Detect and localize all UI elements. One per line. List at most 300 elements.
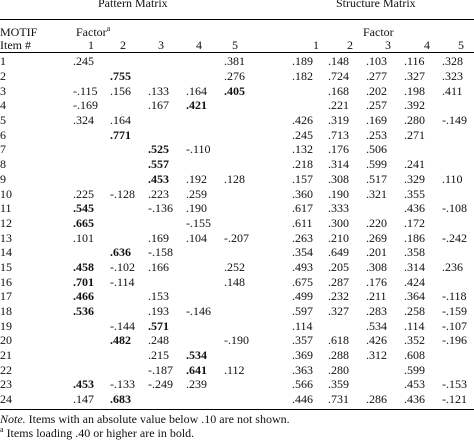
structure-loading: .713 xyxy=(328,127,349,142)
structure-loading: .280 xyxy=(404,113,425,128)
structure-loading: .286 xyxy=(366,392,387,407)
structure-loading: .618 xyxy=(328,333,349,348)
pattern-loading xyxy=(186,127,224,142)
item-number: 18 xyxy=(0,304,12,319)
structure-loading: .236 xyxy=(442,259,463,274)
structure-loading xyxy=(442,216,474,231)
structure-loading: .172 xyxy=(404,215,425,230)
structure-loading: .608 xyxy=(404,348,425,363)
pattern-loading: .153 xyxy=(148,289,169,304)
pattern-loading: .225 xyxy=(73,186,94,201)
structure-loading: .253 xyxy=(366,127,387,142)
table-rule-bottom xyxy=(0,409,474,410)
pattern-loading xyxy=(224,113,292,128)
pattern-loading: .276 xyxy=(224,69,245,84)
pattern-loading: .248 xyxy=(148,333,169,348)
pattern-loading xyxy=(110,201,148,216)
structure-loading xyxy=(442,362,474,377)
structure-col-1: 1 xyxy=(313,38,319,52)
pattern-loading: -.110 xyxy=(186,142,211,157)
item-number: 1 xyxy=(0,54,6,69)
pattern-loading xyxy=(186,260,224,275)
structure-loading: .190 xyxy=(328,186,349,201)
structure-col-4: 4 xyxy=(424,38,430,52)
pattern-loading xyxy=(224,245,292,260)
header-rule-top xyxy=(0,19,474,20)
pattern-loading xyxy=(110,348,148,363)
structure-loading: -.107 xyxy=(442,318,467,333)
structure-loading: -.121 xyxy=(442,392,467,407)
table-row xyxy=(0,186,474,201)
table-row xyxy=(0,142,474,157)
item-number: 16 xyxy=(0,274,12,289)
pattern-loading: .239 xyxy=(186,377,207,392)
structure-loading: .724 xyxy=(328,69,349,84)
pattern-loading: .324 xyxy=(73,113,94,128)
item-number: 21 xyxy=(0,348,12,363)
pattern-loading xyxy=(148,113,186,128)
table-row xyxy=(0,362,474,377)
pattern-loading xyxy=(186,318,224,333)
table-row xyxy=(0,245,474,260)
pattern-loading xyxy=(224,98,292,113)
structure-loading xyxy=(366,377,404,392)
pattern-loading xyxy=(73,127,110,142)
structure-loading xyxy=(404,142,442,157)
item-number: 19 xyxy=(0,318,12,333)
pattern-loading xyxy=(186,245,224,260)
pattern-loading: .701 xyxy=(73,274,94,289)
pattern-loading: .536 xyxy=(73,304,94,319)
pattern-loading xyxy=(148,127,186,142)
structure-loading: .597 xyxy=(292,304,313,319)
item-number: 22 xyxy=(0,362,12,377)
pattern-loading: .193 xyxy=(148,304,169,319)
structure-loading: .245 xyxy=(292,127,313,142)
item-number: 5 xyxy=(0,113,6,128)
pattern-loading: .636 xyxy=(110,245,131,260)
structure-loading: .132 xyxy=(292,142,313,157)
structure-loading xyxy=(328,318,366,333)
table-row xyxy=(0,113,474,128)
structure-loading: .308 xyxy=(328,171,349,186)
table-row xyxy=(0,157,474,172)
item-number: 24 xyxy=(0,392,12,407)
table-row xyxy=(0,216,474,231)
item-number: 2 xyxy=(0,69,6,84)
structure-loading: .599 xyxy=(404,362,425,377)
pattern-loading xyxy=(224,318,292,333)
item-number: 23 xyxy=(0,377,12,392)
pattern-loading xyxy=(224,157,292,172)
structure-loading: .205 xyxy=(328,259,349,274)
structure-loading: .300 xyxy=(328,215,349,230)
structure-loading: .287 xyxy=(328,274,349,289)
structure-loading xyxy=(366,201,404,216)
structure-loading: .611 xyxy=(292,215,313,230)
pattern-loading xyxy=(148,69,186,84)
structure-loading: .258 xyxy=(404,304,425,319)
table-footnote xyxy=(0,426,194,441)
pattern-loading: -.133 xyxy=(110,377,135,392)
structure-loading: .189 xyxy=(292,54,313,69)
structure-loading xyxy=(292,83,328,98)
table-note xyxy=(0,412,290,427)
pattern-loading: -.169 xyxy=(73,98,98,113)
structure-loading xyxy=(442,98,474,113)
factor-label-structure: Factor xyxy=(363,25,394,39)
structure-loading: .241 xyxy=(404,157,425,172)
structure-loading: .319 xyxy=(328,113,349,128)
table-row xyxy=(0,201,474,216)
pattern-loading: -.249 xyxy=(148,377,173,392)
pattern-loading xyxy=(148,54,186,69)
loadings-table xyxy=(0,54,474,407)
table-row xyxy=(0,377,474,392)
motif-label: MOTIF xyxy=(0,25,38,39)
pattern-loading xyxy=(73,157,110,172)
table-row xyxy=(0,348,474,363)
note-label: Note. xyxy=(0,412,26,426)
loadings-table-body xyxy=(0,54,474,407)
structure-loading: .731 xyxy=(328,392,349,407)
pattern-loading: .381 xyxy=(224,54,245,69)
pattern-loading: .133 xyxy=(148,83,169,98)
pattern-loading: .156 xyxy=(110,83,131,98)
pattern-loading xyxy=(186,392,224,407)
structure-loading: .426 xyxy=(292,113,313,128)
structure-loading xyxy=(442,142,474,157)
structure-loading: .426 xyxy=(366,333,387,348)
structure-loading: .357 xyxy=(292,333,313,348)
pattern-loading: .164 xyxy=(110,113,131,128)
pattern-loading: -.207 xyxy=(224,230,249,245)
note-text: Items with an absolute value below .10 are not shown. xyxy=(25,412,290,426)
structure-loading: .411 xyxy=(442,83,463,98)
table-row xyxy=(0,333,474,348)
structure-loading: .271 xyxy=(404,127,425,142)
structure-loading: .352 xyxy=(404,333,425,348)
structure-loading: .392 xyxy=(404,98,425,113)
structure-loading: .169 xyxy=(366,113,387,128)
pattern-loading xyxy=(186,333,224,348)
pattern-loading xyxy=(110,98,148,113)
table-row xyxy=(0,172,474,187)
pattern-loading: .545 xyxy=(73,201,94,216)
structure-loading: .363 xyxy=(292,362,313,377)
structure-loading: .329 xyxy=(404,171,425,186)
structure-loading: .649 xyxy=(328,245,349,260)
table-row xyxy=(0,260,474,275)
table-row xyxy=(0,54,474,69)
structure-matrix-title: Structure Matrix xyxy=(336,0,416,10)
pattern-loading xyxy=(186,113,224,128)
item-number: 20 xyxy=(0,333,12,348)
structure-loading: .359 xyxy=(328,377,349,392)
factor-label-pattern-text: Factor xyxy=(76,25,107,39)
pattern-loading: .534 xyxy=(186,348,207,363)
structure-loading: -.108 xyxy=(442,201,467,216)
item-number: 12 xyxy=(0,215,12,230)
structure-loading xyxy=(442,186,474,201)
structure-loading xyxy=(442,245,474,260)
table-row xyxy=(0,289,474,304)
pattern-loading xyxy=(224,392,292,407)
structure-loading: .436 xyxy=(404,392,425,407)
structure-loading: .358 xyxy=(404,245,425,260)
structure-col-3: 3 xyxy=(385,38,391,52)
structure-loading: .232 xyxy=(328,289,349,304)
table-row xyxy=(0,127,474,142)
structure-loading: .168 xyxy=(328,83,349,98)
item-number: 14 xyxy=(0,245,12,260)
pattern-loading: .215 xyxy=(148,348,169,363)
pattern-loading xyxy=(224,201,292,216)
pattern-col-5: 5 xyxy=(232,38,238,52)
pattern-loading xyxy=(148,274,186,289)
pattern-loading: -.144 xyxy=(110,318,135,333)
table-row xyxy=(0,83,474,98)
structure-loading: .328 xyxy=(442,54,463,69)
structure-loading: .354 xyxy=(292,245,313,260)
structure-loading: .323 xyxy=(442,69,463,84)
pattern-loading xyxy=(73,142,110,157)
structure-loading: -.153 xyxy=(442,377,467,392)
structure-loading: .257 xyxy=(366,98,387,113)
structure-loading xyxy=(442,348,474,363)
structure-loading: .599 xyxy=(366,157,387,172)
table-row xyxy=(0,274,474,289)
structure-loading: .114 xyxy=(404,318,425,333)
item-number: 3 xyxy=(0,83,6,98)
structure-loading: .369 xyxy=(292,348,313,363)
structure-loading: .312 xyxy=(366,348,387,363)
pattern-loading: .683 xyxy=(110,392,131,407)
pattern-loading xyxy=(224,127,292,142)
item-number: 8 xyxy=(0,157,6,172)
pattern-loading: .755 xyxy=(110,69,131,84)
structure-loading: -.159 xyxy=(442,304,467,319)
structure-loading: .534 xyxy=(366,318,387,333)
structure-loading: .355 xyxy=(404,186,425,201)
structure-loading: .327 xyxy=(404,69,425,84)
pattern-loading: .771 xyxy=(110,127,131,142)
pattern-matrix-title: Pattern Matrix xyxy=(98,0,168,10)
item-number: 17 xyxy=(0,289,12,304)
structure-col-5: 5 xyxy=(458,38,464,52)
item-number: 13 xyxy=(0,230,12,245)
pattern-loading xyxy=(110,304,148,319)
structure-loading xyxy=(442,127,474,142)
structure-loading: .176 xyxy=(328,142,349,157)
pattern-loading: -.114 xyxy=(110,274,135,289)
structure-loading xyxy=(442,157,474,172)
structure-loading: .314 xyxy=(404,259,425,274)
structure-loading: .436 xyxy=(404,201,425,216)
item-number: 9 xyxy=(0,171,6,186)
structure-loading: .263 xyxy=(292,230,313,245)
pattern-loading: .147 xyxy=(73,392,94,407)
pattern-loading: .169 xyxy=(148,230,169,245)
pattern-loading: .112 xyxy=(224,362,245,377)
pattern-loading: .128 xyxy=(224,171,245,186)
pattern-loading: -.102 xyxy=(110,259,135,274)
pattern-loading: .190 xyxy=(186,201,207,216)
pattern-loading: -.187 xyxy=(148,362,173,377)
pattern-loading: .104 xyxy=(186,230,207,245)
pattern-loading xyxy=(110,142,148,157)
pattern-loading xyxy=(224,289,292,304)
pattern-loading: .571 xyxy=(148,318,169,333)
structure-loading: .220 xyxy=(366,215,387,230)
structure-loading: -.118 xyxy=(442,289,467,304)
structure-loading xyxy=(292,98,328,113)
pattern-loading: .167 xyxy=(148,98,169,113)
pattern-loading xyxy=(186,69,224,84)
pattern-loading xyxy=(110,157,148,172)
structure-loading: .221 xyxy=(328,98,349,113)
structure-loading: .499 xyxy=(292,289,313,304)
pattern-loading xyxy=(224,142,292,157)
structure-loading: .360 xyxy=(292,186,313,201)
structure-loading: -.149 xyxy=(442,113,467,128)
structure-loading: .110 xyxy=(442,171,463,186)
pattern-loading xyxy=(73,69,110,84)
structure-loading: .327 xyxy=(328,304,349,319)
pattern-loading: .421 xyxy=(186,98,207,113)
pattern-loading xyxy=(186,157,224,172)
structure-loading: .211 xyxy=(366,289,387,304)
item-number: 10 xyxy=(0,186,12,201)
structure-loading: .308 xyxy=(366,259,387,274)
pattern-loading xyxy=(73,333,110,348)
pattern-loading: .259 xyxy=(186,186,207,201)
table-row xyxy=(0,304,474,319)
pattern-loading xyxy=(73,348,110,363)
pattern-loading: .166 xyxy=(148,259,169,274)
pattern-loading xyxy=(110,54,148,69)
item-number-label: Item # xyxy=(0,38,31,52)
pattern-loading: -.146 xyxy=(186,304,211,319)
structure-loading xyxy=(442,274,474,289)
pattern-loading: -.190 xyxy=(224,333,249,348)
structure-loading: .114 xyxy=(292,318,313,333)
pattern-loading xyxy=(73,172,110,187)
pattern-loading: .101 xyxy=(73,230,94,245)
pattern-loading: .641 xyxy=(186,362,207,377)
structure-loading: .424 xyxy=(404,274,425,289)
structure-loading: .321 xyxy=(366,186,387,201)
pattern-loading: .482 xyxy=(110,333,131,348)
pattern-loading xyxy=(186,274,224,289)
pattern-loading: .252 xyxy=(224,259,245,274)
structure-loading: -.242 xyxy=(442,230,467,245)
header-rule-bottom xyxy=(0,52,474,53)
pattern-loading xyxy=(224,377,292,392)
structure-loading: -.196 xyxy=(442,333,467,348)
pattern-loading: .223 xyxy=(148,186,169,201)
item-number: 6 xyxy=(0,127,6,142)
factor-footnote-marker: a xyxy=(106,24,111,33)
structure-loading: .269 xyxy=(366,230,387,245)
structure-loading: .333 xyxy=(328,201,349,216)
structure-loading: .116 xyxy=(404,54,425,69)
pattern-loading xyxy=(186,54,224,69)
pattern-loading: .665 xyxy=(73,215,94,230)
pattern-loading: .405 xyxy=(224,83,245,98)
pattern-loading: -.158 xyxy=(148,245,173,260)
structure-loading: .675 xyxy=(292,274,313,289)
structure-loading: .277 xyxy=(366,69,387,84)
pattern-loading xyxy=(224,348,292,363)
pattern-loading xyxy=(110,172,148,187)
pattern-loading: .245 xyxy=(73,54,94,69)
structure-loading: .176 xyxy=(366,274,387,289)
pattern-loading: .557 xyxy=(148,157,169,172)
pattern-loading xyxy=(73,362,110,377)
item-number: 15 xyxy=(0,259,12,274)
table-row xyxy=(0,392,474,407)
pattern-loading: -.115 xyxy=(73,83,98,98)
pattern-loading: .192 xyxy=(186,171,207,186)
structure-loading: .283 xyxy=(366,304,387,319)
footnote-text: Items loading .40 or higher are in bold. xyxy=(3,426,195,440)
structure-loading: .103 xyxy=(366,54,387,69)
pattern-loading xyxy=(148,392,186,407)
structure-loading: .314 xyxy=(328,157,349,172)
pattern-loading: .164 xyxy=(186,83,207,98)
pattern-loading: .453 xyxy=(73,377,94,392)
structure-loading: .446 xyxy=(292,392,313,407)
structure-loading xyxy=(366,362,404,377)
pattern-loading xyxy=(186,289,224,304)
structure-loading: .288 xyxy=(328,348,349,363)
pattern-loading: .458 xyxy=(73,259,94,274)
pattern-loading: -.155 xyxy=(186,215,211,230)
structure-loading: .148 xyxy=(328,54,349,69)
footnote-marker: a xyxy=(0,425,4,434)
pattern-loading xyxy=(110,362,148,377)
structure-loading: .517 xyxy=(366,171,387,186)
pattern-loading: .148 xyxy=(224,274,245,289)
structure-loading: .617 xyxy=(292,201,313,216)
structure-col-2: 2 xyxy=(347,38,353,52)
structure-loading: .506 xyxy=(366,142,387,157)
structure-loading: .210 xyxy=(328,230,349,245)
structure-loading: .280 xyxy=(328,362,349,377)
pattern-loading xyxy=(148,216,186,231)
structure-loading: .453 xyxy=(404,377,425,392)
item-number: 7 xyxy=(0,142,6,157)
pattern-loading xyxy=(224,304,292,319)
item-number: 4 xyxy=(0,98,6,113)
pattern-col-2: 2 xyxy=(120,38,126,52)
pattern-loading xyxy=(224,216,292,231)
pattern-col-3: 3 xyxy=(158,38,164,52)
pattern-loading xyxy=(73,245,110,260)
structure-loading: .201 xyxy=(366,245,387,260)
pattern-col-4: 4 xyxy=(196,38,202,52)
pattern-loading: .453 xyxy=(148,171,169,186)
structure-loading: .493 xyxy=(292,259,313,274)
table-row xyxy=(0,318,474,333)
table-row xyxy=(0,69,474,84)
item-number: 11 xyxy=(0,201,12,216)
structure-loading: .218 xyxy=(292,157,313,172)
pattern-loading: -.136 xyxy=(148,201,173,216)
pattern-loading: -.128 xyxy=(110,186,135,201)
structure-loading: .157 xyxy=(292,171,313,186)
